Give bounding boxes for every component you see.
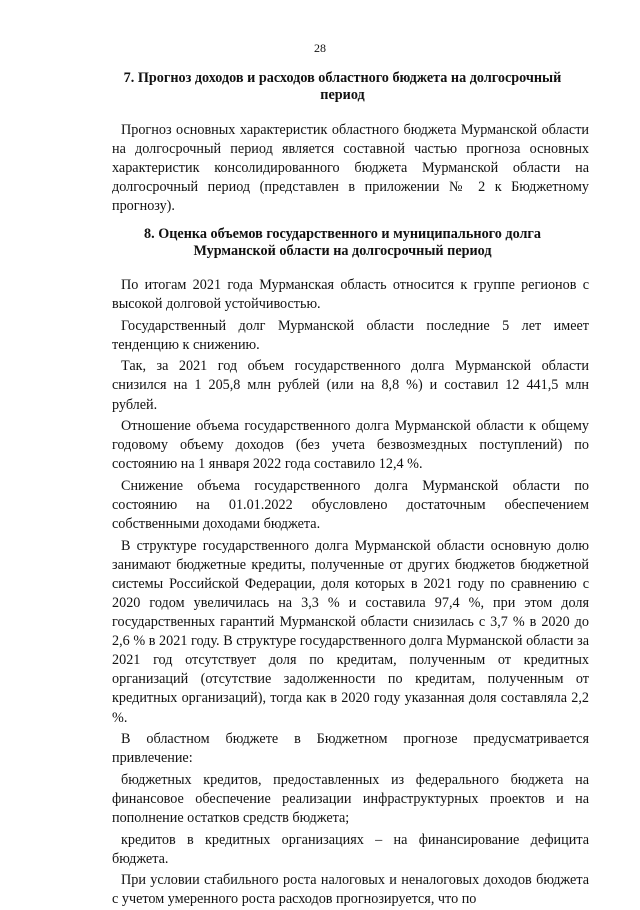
paragraph: Отношение объема государственного долга Мурманской области к общему годовому объему доходов (без учета безвозмездных поступлений) по состоянию на 1 января 2022 года составило 12,4 %.: [112, 418, 589, 473]
paragraph: По итогам 2021 года Мурманская область относится к группе регионов с высокой долговой устойчивостью.: [112, 277, 589, 313]
paragraph: В областном бюджете в Бюджетном прогнозе предусматривается привлечение:: [112, 731, 589, 767]
section-8-heading-line-1: 8. Оценка объемов государственного и муниципального долга: [144, 226, 541, 242]
section-8-body: [112, 276, 589, 910]
section-7-heading: [95, 70, 590, 104]
section-7-heading-line-2: период: [320, 87, 365, 103]
paragraph: Государственный долг Мурманской области последние 5 лет имеет тенденцию к снижению.: [112, 317, 589, 353]
section-7-body: [112, 121, 589, 216]
list-item: бюджетных кредитов, предоставленных из федерального бюджета на финансовое обеспечение реализации инфраструктурных проектов и на пополнение остатков средств бюджета;: [112, 771, 589, 827]
paragraph: В структуре государственного долга Мурманской области основную долю занимают бюджетные кредиты, полученные от других бюджетов бюджетной системы Российской Федерации, доля которых в 2021 году по сравнению с 2020 годом увеличилась на 3,3 % и составила 97,4 %, при этом доля государственных гарантий Мурманской области снизилась с 3,7 % в 2020 до 2,6 % в 2021 году. В структуре государственного долга Мурманской области за 2021 год отсутствует доля по кредитам, полученным от кредитных организаций (отсутствие задолженности по кредитам, полученным от кредитных организаций), тогда как в 2020 году указанная доля составляла 2,2 %.: [112, 537, 589, 726]
section-8-heading-line-2: Мурманской области на долгосрочный период: [193, 243, 492, 259]
paragraph: Прогноз основных характеристик областного бюджета Мурманской области на долгосрочный период является составной частью прогноза основных характеристик консолидированного бюджета Мурманской области на долгосрочный период (представлен в приложении № 2 к Бюджетному прогнозу).: [112, 122, 589, 215]
paragraph: При условии стабильного роста налоговых и неналоговых доходов бюджета с учетом умеренного роста расходов прогнозируется, что по: [112, 872, 589, 908]
section-7-heading-line-1: 7. Прогноз доходов и расходов областного бюджета на долгосрочный: [123, 70, 562, 86]
section-8-heading: [95, 226, 590, 260]
paragraph: Так, за 2021 год объем государственного долга Мурманской области снизился на 1 205,8 млн рублей (или на 8,8 %) и составил 12 441,5 млн рублей.: [112, 358, 589, 413]
list-item: кредитов в кредитных организациях – на финансирование дефицита бюджета.: [112, 831, 589, 867]
page-number: 28: [314, 41, 326, 55]
paragraph: Снижение объема государственного долга Мурманской области по состоянию на 01.01.2022 обусловлено достаточным обеспечением собственными доходами бюджета.: [112, 477, 589, 533]
